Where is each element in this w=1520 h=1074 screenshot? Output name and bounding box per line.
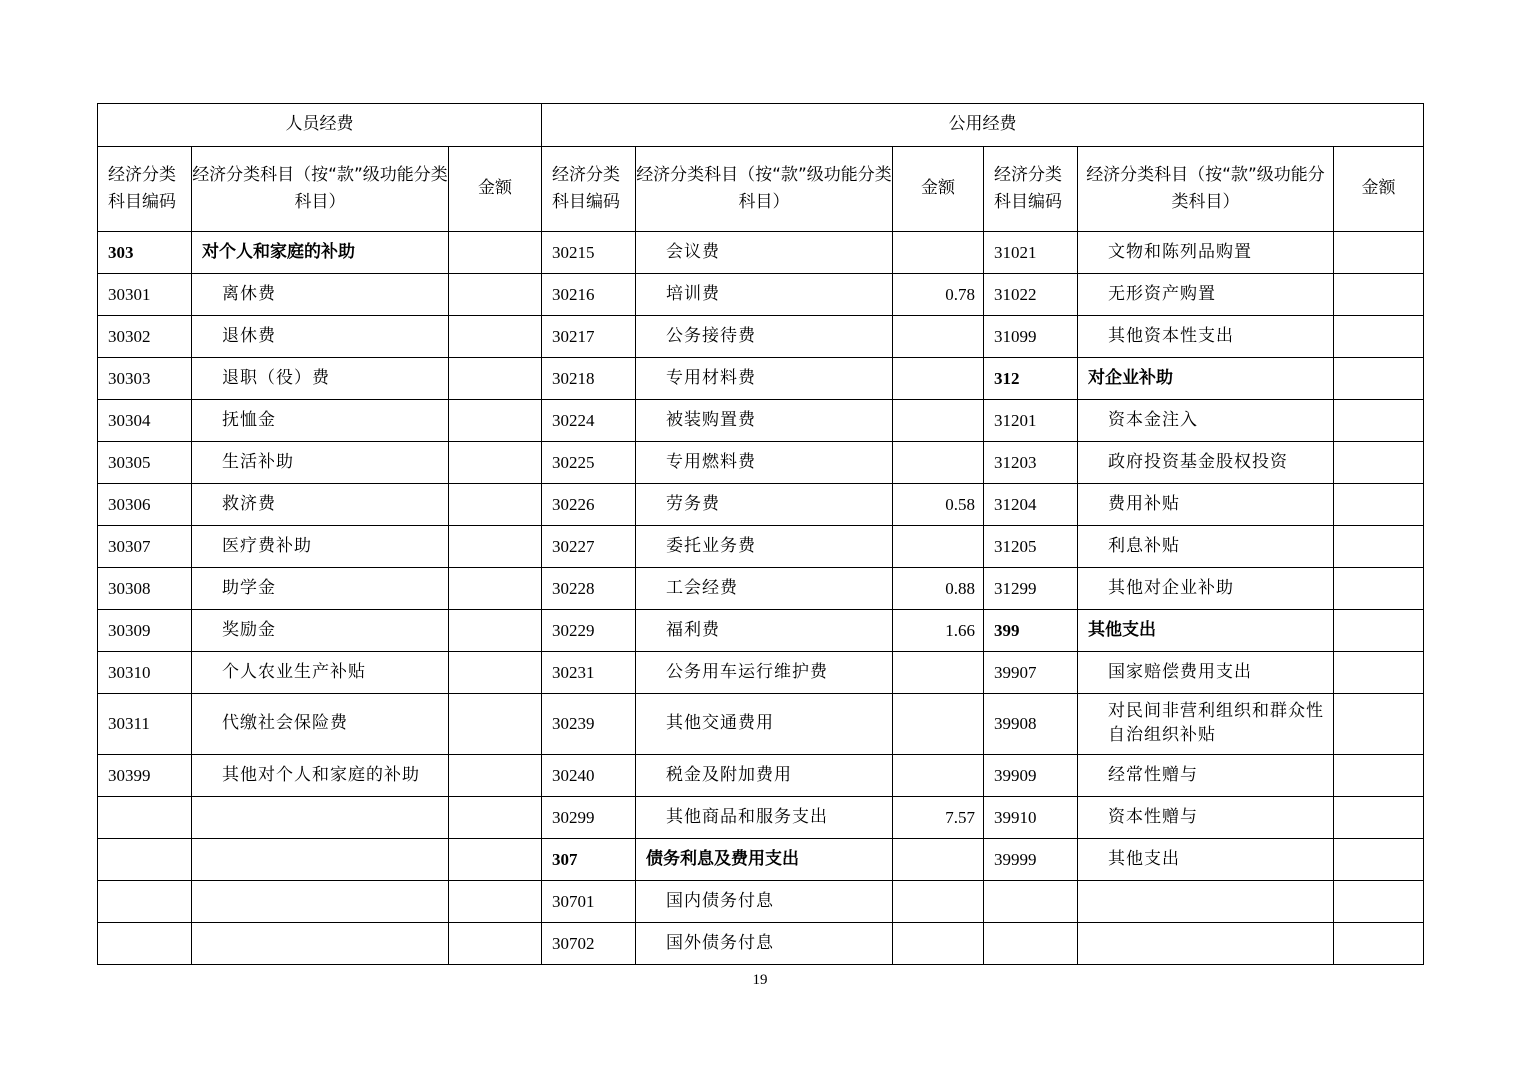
item-amount-cell <box>893 839 984 881</box>
item-name-cell: 培训费 <box>636 274 893 316</box>
item-name-cell: 其他资本性支出 <box>1078 316 1334 358</box>
item-amount-cell <box>449 442 542 484</box>
item-amount-cell <box>1334 610 1424 652</box>
item-name-cell: 国家赔偿费用支出 <box>1078 652 1334 694</box>
item-code-cell <box>984 881 1078 923</box>
column-header-row <box>98 147 1424 232</box>
item-name-cell: 助学金 <box>192 568 449 610</box>
item-amount-cell: 1.66 <box>893 610 984 652</box>
item-code-cell: 30226 <box>542 484 636 526</box>
item-code-cell: 30229 <box>542 610 636 652</box>
item-name-cell: 对民间非营利组织和群众性自治组织补贴 <box>1078 694 1334 755</box>
item-name-cell: 代缴社会保险费 <box>192 694 449 755</box>
table-body <box>98 104 1424 965</box>
item-name-cell: 对个人和家庭的补助 <box>192 232 449 274</box>
item-amount-cell <box>449 610 542 652</box>
item-name-cell: 被装购置费 <box>636 400 893 442</box>
item-code-cell: 30301 <box>98 274 192 316</box>
item-name-cell: 资本性赠与 <box>1078 797 1334 839</box>
item-amount-cell <box>1334 274 1424 316</box>
item-name-cell: 国外债务付息 <box>636 923 893 965</box>
item-name-cell: 公务接待费 <box>636 316 893 358</box>
item-amount-cell <box>1334 232 1424 274</box>
item-name-cell <box>192 923 449 965</box>
item-code-cell: 31099 <box>984 316 1078 358</box>
item-name-cell: 专用材料费 <box>636 358 893 400</box>
item-code-cell: 30306 <box>98 484 192 526</box>
item-code-cell: 30303 <box>98 358 192 400</box>
item-name-cell: 其他交通费用 <box>636 694 893 755</box>
item-code-cell <box>98 881 192 923</box>
table-row <box>98 442 1424 484</box>
item-amount-cell <box>893 923 984 965</box>
item-code-cell: 31203 <box>984 442 1078 484</box>
item-amount-cell: 0.78 <box>893 274 984 316</box>
item-name-cell: 专用燃料费 <box>636 442 893 484</box>
budget-table <box>97 103 1424 965</box>
item-name-cell: 退职（役）费 <box>192 358 449 400</box>
item-name-cell: 公务用车运行维护费 <box>636 652 893 694</box>
item-amount-cell <box>893 652 984 694</box>
item-amount-cell <box>1334 358 1424 400</box>
item-name-cell: 经常性赠与 <box>1078 755 1334 797</box>
public-group-header: 公用经费 <box>542 104 1424 147</box>
item-amount-cell <box>1334 484 1424 526</box>
personnel-group-header: 人员经费 <box>98 104 542 147</box>
item-amount-cell <box>449 881 542 923</box>
item-amount-cell <box>449 839 542 881</box>
item-amount-cell <box>1334 400 1424 442</box>
table-row <box>98 232 1424 274</box>
item-amount-cell <box>893 358 984 400</box>
item-amount-cell: 0.58 <box>893 484 984 526</box>
item-name-cell: 税金及附加费用 <box>636 755 893 797</box>
item-name-cell: 其他商品和服务支出 <box>636 797 893 839</box>
item-name-cell: 生活补助 <box>192 442 449 484</box>
item-code-cell: 30239 <box>542 694 636 755</box>
item-amount-cell <box>449 923 542 965</box>
item-amount-cell <box>893 442 984 484</box>
item-amount-cell <box>449 694 542 755</box>
item-amount-cell <box>893 755 984 797</box>
item-name-cell: 离休费 <box>192 274 449 316</box>
item-amount-cell <box>893 400 984 442</box>
item-name-cell <box>1078 923 1334 965</box>
item-amount-cell <box>449 755 542 797</box>
item-code-cell: 30310 <box>98 652 192 694</box>
item-amount-cell <box>1334 797 1424 839</box>
item-amount-cell <box>1334 652 1424 694</box>
item-amount-cell <box>893 316 984 358</box>
item-amount-cell <box>449 568 542 610</box>
item-code-cell <box>98 797 192 839</box>
item-code-cell: 30231 <box>542 652 636 694</box>
item-amount-cell <box>449 358 542 400</box>
item-amount-cell <box>893 694 984 755</box>
item-code-cell: 31021 <box>984 232 1078 274</box>
item-amount-cell <box>893 232 984 274</box>
code-header: 经济分类科目编码 <box>984 147 1078 232</box>
item-name-cell: 劳务费 <box>636 484 893 526</box>
item-code-cell: 31201 <box>984 400 1078 442</box>
table-row <box>98 526 1424 568</box>
item-amount-cell <box>1334 442 1424 484</box>
item-code-cell <box>98 923 192 965</box>
table-row <box>98 400 1424 442</box>
item-name-cell: 其他支出 <box>1078 610 1334 652</box>
item-name-cell <box>1078 881 1334 923</box>
item-code-cell: 30302 <box>98 316 192 358</box>
item-name-cell: 其他对个人和家庭的补助 <box>192 755 449 797</box>
table-row <box>98 923 1424 965</box>
item-name-cell: 其他支出 <box>1078 839 1334 881</box>
item-code-cell: 30309 <box>98 610 192 652</box>
item-amount-cell <box>1334 568 1424 610</box>
item-code-cell <box>984 923 1078 965</box>
table-row <box>98 484 1424 526</box>
amount-header: 金额 <box>1334 147 1424 232</box>
item-amount-cell: 7.57 <box>893 797 984 839</box>
table-row <box>98 755 1424 797</box>
item-name-cell: 福利费 <box>636 610 893 652</box>
item-amount-cell <box>1334 316 1424 358</box>
item-name-cell: 资本金注入 <box>1078 400 1334 442</box>
item-name-cell: 国内债务付息 <box>636 881 893 923</box>
item-code-cell: 39999 <box>984 839 1078 881</box>
item-name-cell: 医疗费补助 <box>192 526 449 568</box>
item-code-cell <box>98 839 192 881</box>
name-header: 经济分类科目（按“款”级功能分类科目） <box>636 147 893 232</box>
table-row <box>98 797 1424 839</box>
item-code-cell: 39907 <box>984 652 1078 694</box>
item-amount-cell <box>449 797 542 839</box>
item-name-cell: 退休费 <box>192 316 449 358</box>
item-code-cell: 399 <box>984 610 1078 652</box>
item-amount-cell <box>1334 923 1424 965</box>
item-code-cell: 312 <box>984 358 1078 400</box>
item-name-cell: 救济费 <box>192 484 449 526</box>
item-amount-cell <box>449 400 542 442</box>
item-name-cell: 会议费 <box>636 232 893 274</box>
table-row <box>98 316 1424 358</box>
item-code-cell: 30217 <box>542 316 636 358</box>
item-amount-cell <box>1334 839 1424 881</box>
item-name-cell: 利息补贴 <box>1078 526 1334 568</box>
table-row <box>98 358 1424 400</box>
item-name-cell <box>192 797 449 839</box>
item-code-cell: 31299 <box>984 568 1078 610</box>
item-amount-cell <box>449 316 542 358</box>
table-row <box>98 274 1424 316</box>
code-header: 经济分类科目编码 <box>542 147 636 232</box>
table-row <box>98 694 1424 755</box>
item-code-cell: 30240 <box>542 755 636 797</box>
name-header: 经济分类科目（按“款”级功能分类科目） <box>192 147 449 232</box>
table-row <box>98 839 1424 881</box>
item-amount-cell <box>1334 694 1424 755</box>
item-code-cell: 31204 <box>984 484 1078 526</box>
item-code-cell: 30299 <box>542 797 636 839</box>
item-name-cell: 其他对企业补助 <box>1078 568 1334 610</box>
item-amount-cell <box>449 526 542 568</box>
item-name-cell: 工会经费 <box>636 568 893 610</box>
item-code-cell: 39908 <box>984 694 1078 755</box>
item-name-cell <box>192 881 449 923</box>
item-name-cell: 委托业务费 <box>636 526 893 568</box>
item-amount-cell: 0.88 <box>893 568 984 610</box>
item-code-cell: 30216 <box>542 274 636 316</box>
amount-header: 金额 <box>449 147 542 232</box>
name-header: 经济分类科目（按“款”级功能分类科目） <box>1078 147 1334 232</box>
item-name-cell: 抚恤金 <box>192 400 449 442</box>
item-code-cell: 30308 <box>98 568 192 610</box>
item-code-cell: 39909 <box>984 755 1078 797</box>
item-amount-cell <box>893 526 984 568</box>
item-amount-cell <box>1334 755 1424 797</box>
item-amount-cell <box>449 652 542 694</box>
code-header: 经济分类科目编码 <box>98 147 192 232</box>
item-amount-cell <box>1334 526 1424 568</box>
item-name-cell: 费用补贴 <box>1078 484 1334 526</box>
page-number: 19 <box>752 972 768 988</box>
table-row <box>98 610 1424 652</box>
item-amount-cell <box>449 274 542 316</box>
item-amount-cell <box>449 484 542 526</box>
item-code-cell: 30227 <box>542 526 636 568</box>
item-code-cell: 30304 <box>98 400 192 442</box>
item-code-cell: 30305 <box>98 442 192 484</box>
item-amount-cell <box>1334 881 1424 923</box>
item-code-cell: 30218 <box>542 358 636 400</box>
item-code-cell: 307 <box>542 839 636 881</box>
item-name-cell: 债务利息及费用支出 <box>636 839 893 881</box>
item-code-cell: 30399 <box>98 755 192 797</box>
item-name-cell <box>192 839 449 881</box>
table-row <box>98 881 1424 923</box>
item-amount-cell <box>449 232 542 274</box>
item-name-cell: 政府投资基金股权投资 <box>1078 442 1334 484</box>
item-name-cell: 个人农业生产补贴 <box>192 652 449 694</box>
item-code-cell: 30702 <box>542 923 636 965</box>
item-code-cell: 30307 <box>98 526 192 568</box>
group-header-row <box>98 104 1424 147</box>
item-code-cell: 30224 <box>542 400 636 442</box>
item-code-cell: 39910 <box>984 797 1078 839</box>
item-name-cell: 文物和陈列品购置 <box>1078 232 1334 274</box>
amount-header: 金额 <box>893 147 984 232</box>
item-name-cell: 无形资产购置 <box>1078 274 1334 316</box>
item-code-cell: 30701 <box>542 881 636 923</box>
item-code-cell: 30225 <box>542 442 636 484</box>
item-amount-cell <box>893 881 984 923</box>
table-row <box>98 652 1424 694</box>
table-row <box>98 568 1424 610</box>
item-name-cell: 对企业补助 <box>1078 358 1334 400</box>
item-code-cell: 303 <box>98 232 192 274</box>
item-name-cell: 奖励金 <box>192 610 449 652</box>
item-code-cell: 31205 <box>984 526 1078 568</box>
item-code-cell: 30228 <box>542 568 636 610</box>
item-code-cell: 30215 <box>542 232 636 274</box>
item-code-cell: 30311 <box>98 694 192 755</box>
item-code-cell: 31022 <box>984 274 1078 316</box>
